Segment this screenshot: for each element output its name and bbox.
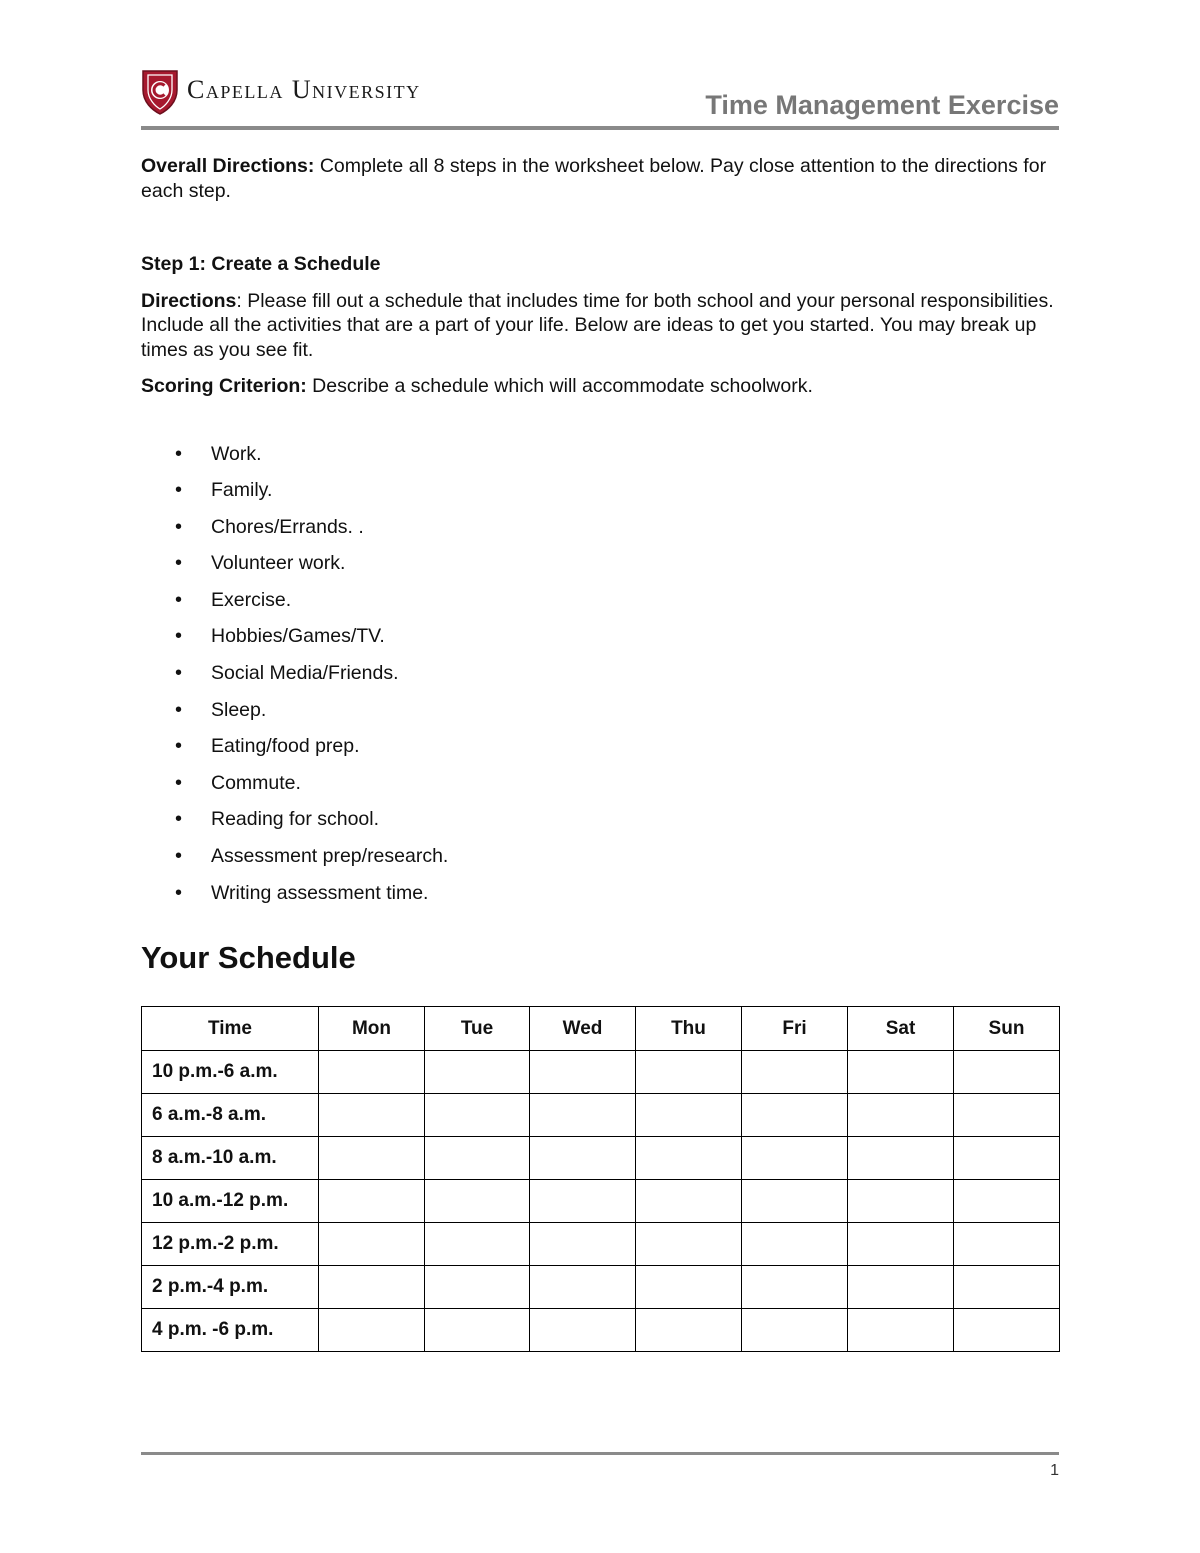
schedule-cell[interactable] [530,1094,636,1137]
list-item-text: Work. [211,442,262,465]
step-1-directions [141,289,1059,363]
schedule-cell[interactable] [319,1051,425,1094]
time-slot-cell: 8 a.m.-10 a.m. [142,1137,319,1180]
bullet-icon: • [175,771,183,794]
document-title: Time Management Exercise [705,90,1059,120]
bullet-icon: • [175,625,183,648]
schedule-cell[interactable] [319,1180,425,1223]
table-row [142,1094,1060,1137]
schedule-cell[interactable] [530,1309,636,1352]
bullet-icon: • [175,479,183,502]
schedule-cell[interactable] [636,1223,742,1266]
schedule-cell[interactable] [954,1137,1060,1180]
worksheet-body [141,154,1059,917]
list-item-text: Hobbies/Games/TV. [211,625,385,648]
time-slot-cell: 12 p.m.-2 p.m. [142,1223,319,1266]
bullet-icon: • [175,588,183,611]
schedule-cell[interactable] [425,1137,530,1180]
bullet-icon: • [175,442,183,465]
schedule-cell[interactable] [530,1180,636,1223]
schedule-cell[interactable] [530,1137,636,1180]
list-item-text: Commute. [211,771,301,794]
bullet-icon: • [175,552,183,575]
list-item [141,442,1059,479]
schedule-cell[interactable] [742,1051,848,1094]
time-slot-cell: 4 p.m. -6 p.m. [142,1309,319,1352]
schedule-cell[interactable] [848,1180,954,1223]
schedule-cell[interactable] [954,1051,1060,1094]
list-item-text: Eating/food prep. [211,735,360,758]
schedule-cell[interactable] [636,1266,742,1309]
table-row [142,1051,1060,1094]
schedule-cell[interactable] [742,1223,848,1266]
time-slot-cell: 10 a.m.-12 p.m. [142,1180,319,1223]
overall-directions-label: Overall Directions: [141,155,315,177]
schedule-cell[interactable] [954,1309,1060,1352]
list-item [141,588,1059,625]
schedule-cell[interactable] [425,1266,530,1309]
table-row [142,1137,1060,1180]
table-row [142,1309,1060,1352]
schedule-cell[interactable] [848,1266,954,1309]
schedule-body [142,1051,1060,1352]
bullet-icon: • [175,845,183,868]
schedule-cell[interactable] [425,1309,530,1352]
schedule-cell[interactable] [954,1266,1060,1309]
overall-directions-text: Complete all 8 steps in the worksheet below. Pay close attention to the directions for each step. [141,155,1047,202]
schedule-cell[interactable] [848,1137,954,1180]
schedule-cell[interactable] [319,1094,425,1137]
page-number: 1 [1050,1462,1059,1479]
schedule-cell[interactable] [848,1309,954,1352]
column-header: Wed [530,1007,636,1051]
list-item-text: Chores/Errands. . [211,515,364,538]
list-item [141,478,1059,515]
schedule-cell[interactable] [319,1309,425,1352]
overall-directions [141,154,1059,203]
schedule-table [141,1006,1060,1352]
column-header: Sun [954,1007,1060,1051]
column-header: Time [142,1007,319,1051]
header-divider [141,126,1059,130]
bullet-icon: • [175,735,183,758]
list-item [141,807,1059,844]
list-item [141,661,1059,698]
schedule-cell[interactable] [636,1094,742,1137]
column-header: Sat [848,1007,954,1051]
schedule-cell[interactable] [425,1180,530,1223]
capella-shield-icon [141,68,179,116]
list-item-text: Volunteer work. [211,552,346,575]
page-header [141,68,1059,126]
list-item [141,844,1059,881]
scoring-criterion-label: Scoring Criterion: [141,375,307,397]
bullet-icon: • [175,808,183,831]
list-item [141,551,1059,588]
schedule-cell[interactable] [530,1051,636,1094]
column-header: Fri [742,1007,848,1051]
time-slot-cell: 10 p.m.-6 a.m. [142,1051,319,1094]
schedule-cell[interactable] [636,1180,742,1223]
directions-text: : Please fill out a schedule that includes time for both school and your personal responsibilities. Include all the activities that are a part of your life. Below are ideas to get you started. You may break up times as you see fit. [141,289,1054,361]
bullet-icon: • [175,662,183,685]
bullet-icon: • [175,881,183,904]
list-item-text: Reading for school. [211,808,380,831]
bullet-icon: • [175,515,183,538]
schedule-cell[interactable] [636,1051,742,1094]
schedule-cell[interactable] [954,1180,1060,1223]
column-header: Thu [636,1007,742,1051]
column-header: Tue [425,1007,530,1051]
list-item-text: Family. [211,479,273,502]
time-slot-cell: 2 p.m.-4 p.m. [142,1266,319,1309]
list-item [141,698,1059,735]
schedule-cell[interactable] [425,1223,530,1266]
list-item [141,771,1059,808]
list-item-text: Writing assessment time. [211,881,429,904]
schedule-cell[interactable] [848,1223,954,1266]
schedule-heading: Your Schedule [141,940,356,975]
table-row [142,1266,1060,1309]
scoring-criterion-text: Describe a schedule which will accommodate schoolwork. [306,375,813,397]
list-item-text: Exercise. [211,588,292,611]
scoring-criterion [141,374,1059,399]
table-row [142,1223,1060,1266]
capella-logo [141,68,421,116]
schedule-cell[interactable] [636,1309,742,1352]
schedule-cell[interactable] [742,1180,848,1223]
schedule-header-row [142,1007,1060,1051]
list-item [141,881,1059,918]
schedule-cell[interactable] [742,1266,848,1309]
schedule-cell[interactable] [319,1266,425,1309]
schedule-cell[interactable] [848,1051,954,1094]
bullet-icon: • [175,698,183,721]
list-item [141,624,1059,661]
schedule-cell[interactable] [319,1223,425,1266]
schedule-cell[interactable] [954,1094,1060,1137]
schedule-cell[interactable] [425,1051,530,1094]
list-item-text: Social Media/Friends. [211,662,399,685]
column-header: Mon [319,1007,425,1051]
time-slot-cell: 6 a.m.-8 a.m. [142,1094,319,1137]
table-row [142,1180,1060,1223]
schedule-cell[interactable] [954,1223,1060,1266]
list-item [141,734,1059,771]
schedule-cell[interactable] [636,1137,742,1180]
schedule-cell[interactable] [319,1137,425,1180]
step-1-heading: Step 1: Create a Schedule [141,253,381,275]
schedule-cell[interactable] [530,1266,636,1309]
schedule-cell[interactable] [530,1223,636,1266]
directions-label: Directions [141,289,237,312]
schedule-cell[interactable] [742,1309,848,1352]
list-item [141,515,1059,552]
schedule-cell[interactable] [848,1094,954,1137]
footer-divider [141,1452,1059,1455]
schedule-cell[interactable] [742,1137,848,1180]
activity-ideas-list [141,442,1059,918]
logo-text: Capella University [187,75,421,104]
schedule-cell[interactable] [425,1094,530,1137]
schedule-cell[interactable] [742,1094,848,1137]
list-item-text: Assessment prep/research. [211,845,449,868]
list-item-text: Sleep. [211,698,267,721]
